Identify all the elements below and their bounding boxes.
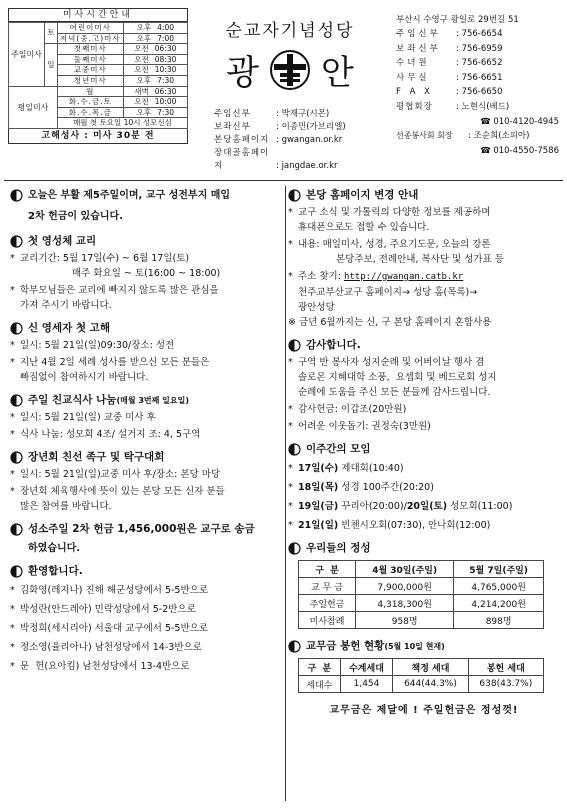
section-title: 이주간의 모임: [306, 443, 371, 455]
section-fellowship-meal: [10, 393, 284, 408]
section-meetings: [288, 442, 560, 457]
time: 7:30: [157, 76, 174, 86]
tithe-table: [298, 658, 544, 693]
contact-row: [396, 71, 563, 86]
section-title: 본당 홈페이지 변경 안내: [306, 189, 419, 201]
half-circle-bullet-icon: [288, 339, 301, 352]
table-cell: 4,214,200원: [454, 595, 544, 612]
saturday-label: 토: [44, 23, 57, 44]
asterisk-icon: *: [10, 585, 15, 596]
table-cell: 644(44.3%): [393, 676, 468, 693]
table-cell: 638(43.7%): [468, 676, 543, 693]
left-column: [10, 188, 284, 674]
staff-role: 보좌신부: [214, 122, 251, 132]
ampm: 새벽: [134, 86, 149, 96]
meeting-detail: 제대회(10:40): [338, 463, 404, 474]
contact-value: : 756-6654: [456, 29, 503, 39]
section-title: 감사합니다.: [306, 339, 361, 351]
time: 7:30: [157, 107, 174, 117]
table-cell: 4,765,000원: [454, 578, 544, 595]
contact-value: : 756-6650: [456, 87, 503, 98]
column-divider: [285, 186, 286, 801]
staff-role: 본당홈페이지: [214, 135, 270, 145]
mass-time: [123, 23, 187, 34]
item-continuation: 매주 화요일 ~ 토(16:00 ~ 18:00): [72, 268, 221, 279]
table-header: 책정 세대: [393, 659, 468, 676]
list-item: [10, 659, 284, 674]
time: 08:30: [154, 54, 177, 64]
asterisk-icon: *: [10, 412, 15, 423]
meeting-detail: 빈첸시오회(07:30), 안나회(12:00): [338, 520, 491, 531]
item-text: 감사헌금: 이갑조(20만원): [298, 404, 407, 415]
asterisk-icon: *: [288, 520, 293, 531]
list-item: [10, 427, 284, 442]
contact-label: 선종봉사회 회장: [396, 131, 453, 141]
asterisk-icon: *: [288, 404, 293, 415]
ampm: 오전: [134, 44, 149, 54]
staff-row: [214, 147, 386, 173]
item-continuation: 많은 참여를 바랍니다.: [20, 501, 112, 512]
time: 06:30: [154, 86, 177, 96]
table-row: [9, 23, 188, 34]
table-cell: 교 무 금: [299, 578, 356, 595]
item-text: 박정희(세시리아) 서울대 교구에서 5-5반으로: [20, 623, 208, 634]
half-circle-bullet-icon: [10, 394, 23, 407]
table-cell: 1,454: [340, 676, 393, 693]
list-item: [288, 237, 560, 252]
item-text: 정소영(율리아나) 남천성당에서 14-3반으로: [20, 642, 202, 653]
meeting-detail: 성경 100주간(20:20): [338, 482, 434, 493]
item-continuation: 휴대폰으로도 접할 수 있습니다.: [298, 222, 430, 233]
item-text: 일시: 5월 21일(일)09:30/장소: 성전: [20, 340, 175, 351]
half-circle-bullet-icon: [288, 189, 301, 202]
section-title: 주일 친교식사 나눔: [28, 394, 117, 406]
staff-value: : jangdae.or.kr: [276, 161, 338, 171]
item-text: 박성란(안드레아) 민락성당에서 5-2반으로: [20, 604, 196, 615]
mass-time: [123, 75, 187, 86]
asterisk-icon: *: [10, 429, 15, 440]
list-item: [10, 283, 284, 298]
contact-row: [396, 56, 563, 71]
asterisk-icon: *: [10, 604, 15, 615]
item-text: 구역 반 봉사자 성지순례 및 어버이날 행사 겸: [298, 357, 485, 368]
bulletin-header: [4, 8, 563, 178]
section-tithe-status: [288, 639, 560, 654]
item-text: 일시: 5월 21일(일) 교중 미사 후: [20, 412, 156, 423]
list-item: [10, 410, 284, 425]
contact-label: 보좌신부: [396, 43, 441, 54]
item-continuation: 가져 주시기 바랍니다.: [20, 300, 112, 311]
staff-role: 장대골홈페이지: [214, 148, 270, 171]
asterisk-icon: *: [288, 501, 293, 512]
intro-announcement: [10, 188, 284, 203]
time: 06:30: [154, 44, 177, 54]
confession-note: 고해성사 : 미사 30분 전: [8, 129, 188, 144]
list-item: [288, 402, 560, 417]
half-circle-bullet-icon: [10, 565, 23, 578]
asterisk-icon: *: [288, 463, 293, 474]
table-row: [9, 86, 188, 97]
staff-value: : 박재구(시몬): [276, 109, 330, 119]
staff-value: : gwangan.or.kr: [276, 135, 343, 145]
parish-subtitle: 순교자기념성당: [225, 21, 355, 41]
section-title: 성소주일 2차 헌금 1,456,000원은 교구로 송금: [28, 523, 255, 535]
mass-schedule: [8, 8, 188, 144]
table-header: 구 분: [299, 659, 341, 676]
item-text: 식사 나눔: 성모회 4조/ 설거지 조: 4, 5구역: [20, 429, 201, 440]
mass-time: [123, 97, 187, 108]
intro-line1: 오늘은 부활 제5주일이며, 교구 성전부지 매입: [28, 190, 231, 201]
contact-label: [396, 115, 456, 130]
item-text: 내용: 매일미사, 성경, 주요기도문, 오늘의 강론: [298, 239, 491, 250]
table-row: [299, 595, 544, 612]
table-cell: 898명: [454, 612, 544, 629]
item-continuation: 빠짐없이 참여하시기 바랍니다.: [20, 372, 149, 383]
contact-label: 주임신부: [396, 29, 441, 39]
section-title: 첫 영성체 교리: [28, 235, 97, 247]
list-item: [10, 338, 284, 353]
contact-value: : 노현식(베드): [456, 101, 510, 112]
asterisk-icon: *: [288, 421, 293, 432]
asterisk-icon: *: [288, 357, 293, 368]
contact-label: 사무실: [396, 72, 430, 83]
half-circle-bullet-icon: [288, 443, 301, 456]
mass-name: 어린이미사: [57, 23, 123, 34]
meeting-day: 19일(금): [298, 501, 339, 512]
staff-row: [214, 108, 386, 121]
table-header: 4월 30일(주일): [356, 561, 454, 578]
section-title-note: (매월 3번째 일요일): [116, 396, 190, 405]
list-item: [10, 467, 284, 482]
asterisk-icon: *: [10, 486, 15, 497]
section-homepage-change: [288, 188, 560, 203]
item-continuation: 본당주보, 전례안내, 복사단 및 성가표 등: [336, 254, 504, 265]
saturday-note: 매월 첫 토요일 10시 성모신심: [57, 118, 187, 129]
table-row: [299, 612, 544, 629]
mass-name: 화.수.목.금: [57, 107, 123, 118]
item-text: 지난 4월 2일 세례 성사를 받으신 모든 분들은: [20, 357, 210, 368]
mass-time: [123, 44, 187, 55]
item-text: 어려운 이웃돕기: 권정숙(3만원): [298, 421, 431, 432]
parish-title-box: [194, 8, 386, 178]
section-sports-event: [10, 450, 284, 465]
table-row: [299, 578, 544, 595]
table-row: [299, 676, 544, 693]
contact-row: [396, 85, 563, 100]
contact-row: [396, 42, 563, 57]
item-text: 장년회 체육행사에 뜻이 있는 본당 모든 신자 분들: [20, 486, 225, 497]
intro-line2: 2차 헌금이 있습니다.: [28, 211, 123, 222]
table-header-row: [299, 659, 544, 676]
staff-row: [214, 121, 386, 134]
item-text: 일시: 5월 21일(일)교중 미사 후/장소: 본당 마당: [20, 469, 221, 480]
offerings-table: [298, 560, 544, 629]
time: 10:00: [154, 97, 177, 107]
mass-time: [123, 107, 187, 118]
time: 4:00: [157, 23, 174, 33]
table-header: 봉헌 세대: [468, 659, 543, 676]
section-offerings: [288, 541, 560, 556]
asterisk-icon: *: [10, 469, 15, 480]
asterisk-icon: *: [288, 482, 293, 493]
contact-row: [396, 144, 563, 159]
closing-slogan: 교무금은 제달에 ! 주일헌금은 정성껏!: [329, 705, 519, 716]
section-title-continuation: 하였습니다.: [28, 543, 81, 554]
section-title: 우리들의 정성: [306, 542, 371, 554]
table-cell: 4,318,300원: [356, 595, 454, 612]
section-title: 신 영세자 첫 고해: [28, 322, 110, 334]
staff-row: [214, 134, 386, 147]
table-cell: 958명: [356, 612, 454, 629]
contact-info: [396, 14, 563, 158]
asterisk-icon: *: [10, 623, 15, 634]
ampm: 오후: [136, 23, 152, 33]
staff-value: : 이종민(가브리엘): [276, 122, 346, 132]
mass-time: [123, 33, 187, 44]
list-item: [288, 205, 560, 220]
contact-value: ☎ 010-4550-7586: [480, 145, 559, 156]
sunday-label: 일: [44, 44, 57, 86]
parish-address: 부산시 수영구 광일로 29번길 51: [396, 15, 519, 25]
asterisk-icon: *: [10, 661, 15, 672]
list-item: [288, 518, 560, 533]
meeting-detail: 성모회(11:00): [447, 501, 513, 512]
staff-list: [194, 108, 386, 173]
list-item: [288, 499, 560, 514]
mass-name: 화.수.금.토: [57, 97, 123, 108]
item-continuation: 광안성당: [298, 302, 335, 313]
header-divider: [4, 180, 563, 181]
table-header: 구 분: [299, 561, 356, 578]
half-circle-bullet-icon: [10, 451, 23, 464]
list-item: [10, 621, 284, 636]
half-circle-bullet-icon: [288, 640, 301, 653]
ampm: 오후: [136, 107, 152, 117]
list-item: [10, 251, 284, 266]
list-item: [288, 419, 560, 434]
contact-label: F A X: [396, 87, 433, 98]
ampm: 오후: [136, 76, 152, 86]
mass-time: [123, 86, 187, 97]
mass-name: 첫째미사: [57, 44, 123, 55]
meeting-day: 18일(목): [298, 482, 339, 493]
item-continuation: 천주교부산교구 홈페이지→ 성당 홈(목록)→: [298, 287, 478, 298]
item-text: 문 헌(요아킴) 남천성당에서 13-4반으로: [20, 661, 190, 672]
mass-time: [123, 54, 187, 65]
table-header: 수계세대: [340, 659, 393, 676]
sunday-mass-label: 주일미사: [9, 23, 45, 87]
mass-schedule-table: [8, 22, 188, 129]
section-title: 교무금 봉헌 현황: [306, 640, 385, 652]
section-vocation-offering: [10, 522, 284, 537]
section-title-note: (5월 10일 현재): [384, 642, 445, 651]
table-cell: 세대수: [299, 676, 341, 693]
homepage-note: ※ 금년 6월까지는 신, 구 본당 홈페이지 혼합사용: [288, 317, 492, 328]
ampm: 오전: [134, 65, 149, 75]
right-column: [288, 188, 560, 716]
list-item: [288, 355, 560, 370]
ampm: 오전: [134, 97, 149, 107]
contact-label: 평협회장: [396, 101, 433, 112]
asterisk-icon: *: [288, 271, 293, 282]
list-item: [10, 640, 284, 655]
parish-name-left: 광: [226, 53, 259, 93]
meeting-day: 20일(토): [406, 501, 448, 512]
time: 7:00: [157, 33, 174, 43]
mass-name: 월: [57, 86, 123, 97]
list-item: [10, 484, 284, 499]
mass-name: 청년미사: [57, 75, 123, 86]
table-header: 5월 7일(주일): [454, 561, 544, 578]
contact-row: [396, 129, 563, 144]
parish-name: [194, 45, 386, 94]
weekday-mass-label: 평일미사: [9, 86, 58, 128]
section-thanks: [288, 338, 560, 353]
section-title: 환영합니다.: [28, 565, 83, 577]
asterisk-icon: *: [10, 285, 15, 296]
meeting-detail: 꾸리아(20:00)/: [338, 501, 407, 512]
table-header-row: [299, 561, 544, 578]
contact-row: [396, 115, 563, 130]
section-welcome: [10, 564, 284, 579]
asterisk-icon: *: [10, 642, 15, 653]
item-continuation: 솔로몬 지혜대학 소풍, 요셉회 및 베드로회 성지: [298, 372, 497, 383]
half-circle-bullet-icon: [288, 542, 301, 555]
item-text: 교구 소식 및 가톨릭의 다양한 정보를 제공하며: [298, 207, 491, 218]
mass-name: 교중미사: [57, 65, 123, 76]
homepage-link[interactable]: http://gwangan.catb.kr: [343, 272, 464, 282]
item-text: 김화영(레지나) 진해 해군성당에서 5-5반으로: [20, 585, 208, 596]
list-item: [10, 583, 284, 598]
contact-label: [396, 144, 456, 159]
item-text: 교리기간: 5월 17일(수) ~ 6월 17일(토): [20, 253, 190, 264]
parish-name-right: 안: [321, 53, 354, 93]
list-item: [288, 269, 560, 285]
mass-name: 둘째미사: [57, 54, 123, 65]
staff-role: 주임신부: [214, 109, 251, 119]
asterisk-icon: *: [288, 207, 293, 218]
table-cell: 7,900,000원: [356, 578, 454, 595]
mass-name: 저녁(중.고)미사: [57, 33, 123, 44]
list-item: [10, 602, 284, 617]
half-circle-bullet-icon: [10, 235, 23, 248]
section-first-communion: [10, 234, 284, 249]
ampm: 오전: [134, 54, 149, 64]
asterisk-icon: *: [288, 239, 293, 250]
table-cell: 주일헌금: [299, 595, 356, 612]
meeting-day: 17일(수): [298, 463, 339, 474]
mass-time: [123, 65, 187, 76]
half-circle-bullet-icon: [10, 523, 23, 536]
asterisk-icon: *: [10, 340, 15, 351]
list-item: [10, 355, 284, 370]
contact-label: 수녀원: [396, 58, 430, 69]
mass-schedule-title: 미사시간안내: [8, 8, 188, 22]
contact-value: : 조순희(소피아): [468, 131, 530, 142]
item-continuation: 순례에 도움을 주신 모든 분들께 감사드립니다.: [298, 387, 491, 398]
half-circle-bullet-icon: [10, 189, 23, 202]
contact-value: ☎ 010-4120-4945: [480, 116, 559, 127]
contact-value: : 756-6651: [456, 72, 503, 83]
ampm: 오후: [136, 33, 152, 43]
contact-row: [396, 100, 563, 115]
meeting-day: 21일(일): [298, 520, 339, 531]
contact-value: : 756-6959: [456, 43, 503, 54]
section-first-confession: [10, 321, 284, 336]
half-circle-bullet-icon: [10, 322, 23, 335]
table-cell: 미사참례: [299, 612, 356, 629]
contact-value: : 756-6652: [456, 58, 503, 69]
parish-logo-icon: [269, 49, 311, 91]
contact-row: [396, 27, 563, 42]
asterisk-icon: *: [10, 253, 15, 264]
item-label: 주소 찾기:: [298, 271, 344, 282]
asterisk-icon: *: [10, 357, 15, 368]
section-title: 장년회 친선 족구 및 탁구대회: [28, 451, 165, 463]
list-item: [288, 461, 560, 476]
item-text: 학부모님들은 교리에 빠지지 않도록 많은 관심을: [20, 285, 219, 296]
time: 10:30: [154, 65, 177, 75]
list-item: [288, 480, 560, 495]
